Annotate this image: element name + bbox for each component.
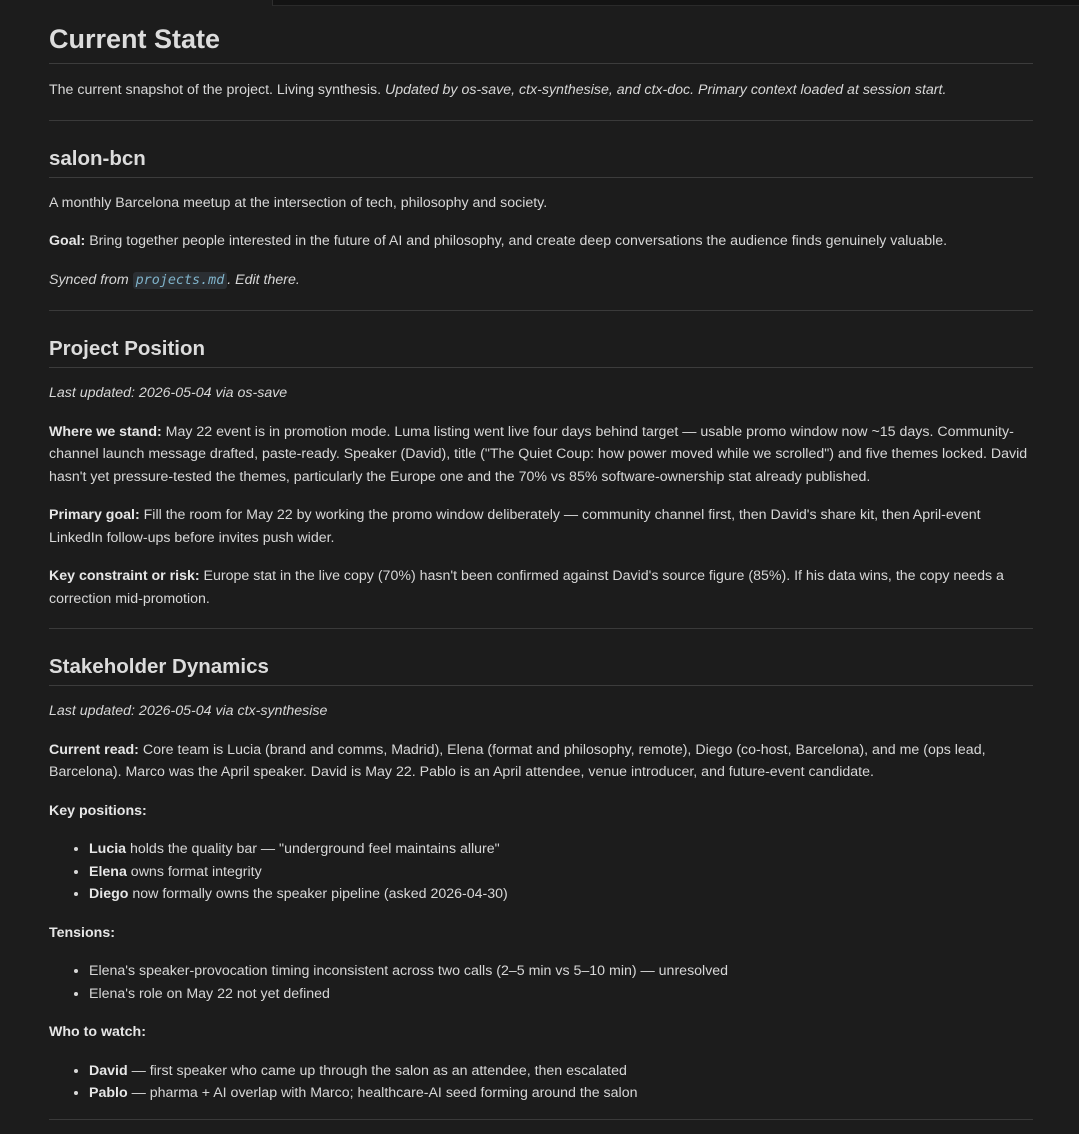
synced-note [49, 269, 1033, 293]
person-note: — first speaker who came up through the salon as an attendee, then escalated [127, 1062, 627, 1079]
goal-text: Bring together people interested in the future of AI and philosophy, and create deep conversations the audience finds genuinely valuable. [85, 233, 948, 249]
list-item [89, 838, 1033, 861]
stakeholders-updated [49, 700, 1033, 723]
watch-list [49, 1060, 1033, 1105]
document [49, 0, 1033, 1120]
person-note: now formally owns the speaker pipeline (asked 2026-04-30) [128, 886, 508, 902]
person-name: Diego [89, 886, 129, 902]
current-read-text: Core team is Lucia (brand and comms, Madrid), Elena (format and philosophy, remote), Diego (co-host, Barcelona), and me (ops lead, Barcelona). Marco was the April speaker. David is May 22. Pablo is an April attendee, venue introducer, and future-event candidate. [49, 741, 986, 780]
intro-note: Updated by os-save, ctx-synthesise, and ctx-doc. Primary context loaded at session start. [384, 82, 947, 98]
current-read-label: Current read: [49, 741, 139, 758]
key-positions-label-text: Key positions: [49, 802, 147, 819]
stakeholders-updated-text: Last updated: 2026-05-04 via ctx-synthesise [49, 703, 328, 719]
list-item [89, 883, 1033, 906]
primary-goal-label: Primary goal: [49, 507, 140, 523]
key-positions-list [49, 838, 1033, 906]
watch-label-text: Who to watch: [49, 1024, 146, 1040]
tensions-list [49, 960, 1033, 1005]
person-note: owns format integrity [126, 863, 262, 880]
key-risk [49, 565, 1033, 610]
person-name: Lucia [89, 841, 127, 857]
risk-label: Key constraint or risk: [49, 568, 200, 584]
watch-label [49, 1021, 1033, 1044]
primary-goal [49, 504, 1033, 549]
primary-goal-text: Fill the room for May 22 by working the promo window deliberately — community channel first, then David's share kit, then April-event LinkedIn follow-ups before invites push wider. [49, 507, 981, 546]
person-note: — pharma + AI overlap with Marco; healthcare-AI seed forming around the salon [127, 1085, 638, 1101]
stand-label: Where we stand: [49, 423, 162, 440]
person-name: Pablo [89, 1085, 128, 1101]
stand-text: May 22 event is in promotion mode. Luma listing went live four days behind target — usable promo window now ~15 days. Community-channel launch message drafted, paste-ready. Speaker (David), title ("The Quiet Coup: how power moved while we scrolled") and five themes locked. David hasn't yet pressure-tested the themes, particularly the Europe one and the 70% vs 85% software-ownership stat already published. [49, 423, 1028, 485]
section-heading-salon: salon-bcn [49, 145, 1033, 178]
position-updated [49, 382, 1033, 405]
tensions-label [49, 922, 1033, 945]
synced-prefix: Synced from [49, 271, 133, 288]
position-updated-text: Last updated: 2026-05-04 via os-save [49, 385, 288, 401]
list-item [89, 861, 1033, 884]
synced-suffix: . Edit there. [227, 271, 300, 288]
list-item [89, 1082, 1033, 1105]
salon-goal [49, 230, 1033, 253]
key-positions-label [49, 800, 1033, 823]
where-we-stand [49, 421, 1033, 489]
salon-description: A monthly Barcelona meetup at the intersection of tech, philosophy and society. [49, 194, 548, 211]
tensions-label-text: Tensions: [49, 924, 115, 941]
current-read [49, 739, 1033, 784]
risk-text: Europe stat in the live copy (70%) hasn't been confirmed against David's source figure (85%). If his data wins, the copy needs a correction mid-promotion. [49, 568, 1004, 607]
goal-label: Goal: [49, 233, 86, 249]
person-note: holds the quality bar — "underground feel maintains allure" [126, 841, 500, 857]
section-heading-stakeholders: Stakeholder Dynamics [49, 653, 1033, 686]
intro-paragraph [49, 79, 1033, 102]
section-heading-position: Project Position [49, 335, 1033, 368]
projects-file-link[interactable]: projects.md [133, 272, 228, 289]
list-item: • Elena's role on May 22 not yet defined [89, 983, 1033, 1006]
person-name: Elena [89, 863, 127, 880]
intro-text: The current snapshot of the project. Living synthesis. [49, 82, 385, 98]
list-item: • Elena's speaker-provocation timing inconsistent across two calls (2–5 min vs 5–10 min) — unresolved [89, 960, 1033, 983]
person-name: David [89, 1062, 128, 1079]
page-title: Current State [49, 20, 1033, 64]
divider [49, 1119, 1033, 1120]
list-item [89, 1060, 1033, 1083]
